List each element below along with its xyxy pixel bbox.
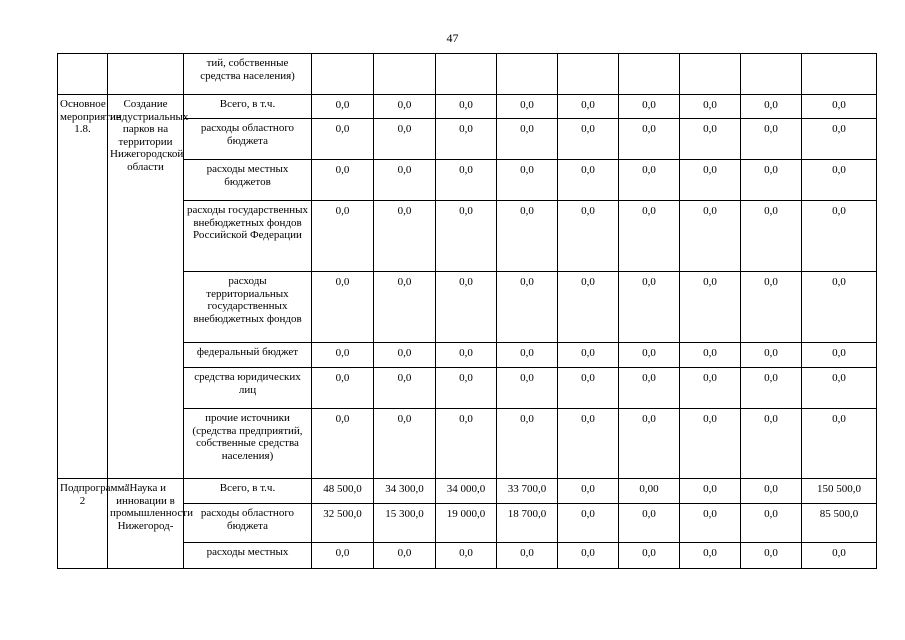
value-cell: 0,00 <box>619 479 680 504</box>
value-cell: 0,0 <box>619 201 680 272</box>
value-cell: 0,0 <box>374 343 436 368</box>
value-cell: 0,0 <box>436 201 497 272</box>
value-cell: 0,0 <box>680 543 741 569</box>
value-cell: 0,0 <box>680 504 741 543</box>
financing-table <box>57 53 877 569</box>
value-cell: 0,0 <box>374 95 436 119</box>
value-cell: 0,0 <box>374 368 436 409</box>
value-cell: 0,0 <box>802 201 877 272</box>
value-cell: 0,0 <box>619 119 680 160</box>
value-cell: 0,0 <box>558 201 619 272</box>
value-cell: 0,0 <box>558 479 619 504</box>
event-name-cell: "Наука и инновации в промышленности Нижегород- <box>108 479 184 569</box>
value-cell: 0,0 <box>558 160 619 201</box>
value-cell <box>741 54 802 95</box>
value-cell: 0,0 <box>741 543 802 569</box>
value-cell: 0,0 <box>558 504 619 543</box>
value-cell: 34 300,0 <box>374 479 436 504</box>
source-label-cell: средства юридических лиц <box>184 368 312 409</box>
value-cell <box>680 54 741 95</box>
value-cell: 18 700,0 <box>497 504 558 543</box>
value-cell: 0,0 <box>436 368 497 409</box>
table-row <box>58 54 877 95</box>
value-cell: 0,0 <box>312 343 374 368</box>
value-cell: 0,0 <box>558 272 619 343</box>
value-cell: 0,0 <box>680 409 741 479</box>
table-row <box>58 479 877 504</box>
value-cell: 0,0 <box>619 272 680 343</box>
value-cell: 0,0 <box>680 343 741 368</box>
value-cell: 0,0 <box>436 119 497 160</box>
value-cell: 0,0 <box>802 272 877 343</box>
value-cell: 0,0 <box>497 160 558 201</box>
value-cell: 0,0 <box>741 368 802 409</box>
value-cell: 0,0 <box>436 343 497 368</box>
source-label-cell: тий, собственные средства населения) <box>184 54 312 95</box>
value-cell: 0,0 <box>374 543 436 569</box>
value-cell: 0,0 <box>497 343 558 368</box>
value-cell: 32 500,0 <box>312 504 374 543</box>
event-code-cell <box>58 54 108 95</box>
value-cell: 0,0 <box>558 343 619 368</box>
page-number: 47 <box>446 31 459 45</box>
value-cell: 0,0 <box>558 409 619 479</box>
value-cell <box>802 54 877 95</box>
value-cell: 0,0 <box>741 479 802 504</box>
value-cell: 0,0 <box>374 160 436 201</box>
value-cell: 0,0 <box>436 409 497 479</box>
value-cell: 0,0 <box>680 201 741 272</box>
source-label-cell: федеральный бюджет <box>184 343 312 368</box>
value-cell: 0,0 <box>558 119 619 160</box>
value-cell: 0,0 <box>312 95 374 119</box>
source-label-cell: расходы местных бюджетов <box>184 160 312 201</box>
value-cell: 0,0 <box>497 368 558 409</box>
value-cell: 0,0 <box>436 95 497 119</box>
value-cell: 0,0 <box>619 543 680 569</box>
value-cell <box>312 54 374 95</box>
value-cell: 0,0 <box>619 95 680 119</box>
value-cell: 0,0 <box>741 343 802 368</box>
value-cell: 150 500,0 <box>802 479 877 504</box>
value-cell: 0,0 <box>680 119 741 160</box>
event-name-cell: Создание индустриальных парков на территории Нижегородской области <box>108 95 184 479</box>
value-cell: 0,0 <box>374 119 436 160</box>
value-cell: 0,0 <box>497 543 558 569</box>
value-cell: 0,0 <box>680 95 741 119</box>
value-cell: 19 000,0 <box>436 504 497 543</box>
value-cell: 0,0 <box>374 409 436 479</box>
value-cell: 0,0 <box>312 119 374 160</box>
value-cell: 0,0 <box>497 201 558 272</box>
value-cell <box>558 54 619 95</box>
value-cell: 0,0 <box>374 201 436 272</box>
value-cell: 0,0 <box>680 272 741 343</box>
source-label-cell: расходы областного бюджета <box>184 504 312 543</box>
value-cell: 0,0 <box>741 201 802 272</box>
value-cell: 0,0 <box>741 272 802 343</box>
source-label-cell: расходы территориальных государственных внебюджетных фондов <box>184 272 312 343</box>
value-cell: 0,0 <box>619 343 680 368</box>
event-code-cell: Основное мероприятие 1.8. <box>58 95 108 479</box>
value-cell: 0,0 <box>802 160 877 201</box>
value-cell: 0,0 <box>802 343 877 368</box>
value-cell: 0,0 <box>680 160 741 201</box>
table-row <box>58 95 877 119</box>
value-cell: 0,0 <box>558 368 619 409</box>
source-label-cell: расходы областного бюджета <box>184 119 312 160</box>
value-cell: 0,0 <box>374 272 436 343</box>
source-label-cell: расходы государственных внебюджетных фондов Российской Федерации <box>184 201 312 272</box>
value-cell: 0,0 <box>741 95 802 119</box>
value-cell: 0,0 <box>802 409 877 479</box>
value-cell: 0,0 <box>680 368 741 409</box>
value-cell: 0,0 <box>619 504 680 543</box>
value-cell: 0,0 <box>497 95 558 119</box>
source-label-cell: расходы местных <box>184 543 312 569</box>
value-cell: 0,0 <box>802 543 877 569</box>
value-cell: 0,0 <box>741 160 802 201</box>
value-cell: 34 000,0 <box>436 479 497 504</box>
value-cell: 0,0 <box>741 119 802 160</box>
value-cell: 0,0 <box>312 368 374 409</box>
value-cell: 0,0 <box>312 409 374 479</box>
value-cell: 0,0 <box>802 368 877 409</box>
value-cell: 0,0 <box>802 95 877 119</box>
value-cell <box>497 54 558 95</box>
value-cell: 0,0 <box>802 119 877 160</box>
value-cell <box>436 54 497 95</box>
source-label-cell: прочие источники (средства предприятий, собственные средства населения) <box>184 409 312 479</box>
value-cell: 0,0 <box>312 201 374 272</box>
value-cell: 0,0 <box>312 543 374 569</box>
value-cell: 15 300,0 <box>374 504 436 543</box>
value-cell: 0,0 <box>619 160 680 201</box>
value-cell: 0,0 <box>497 119 558 160</box>
event-code-cell: Подпрограмма 2 <box>58 479 108 569</box>
value-cell: 0,0 <box>619 368 680 409</box>
event-name-cell <box>108 54 184 95</box>
value-cell: 0,0 <box>436 543 497 569</box>
value-cell <box>374 54 436 95</box>
value-cell: 0,0 <box>619 409 680 479</box>
value-cell: 0,0 <box>497 409 558 479</box>
value-cell: 85 500,0 <box>802 504 877 543</box>
value-cell: 0,0 <box>558 543 619 569</box>
value-cell: 0,0 <box>741 409 802 479</box>
source-label-cell: Всего, в т.ч. <box>184 95 312 119</box>
value-cell: 0,0 <box>680 479 741 504</box>
value-cell: 0,0 <box>741 504 802 543</box>
value-cell: 0,0 <box>436 272 497 343</box>
value-cell: 0,0 <box>312 160 374 201</box>
value-cell <box>619 54 680 95</box>
value-cell: 0,0 <box>436 160 497 201</box>
value-cell: 0,0 <box>312 272 374 343</box>
value-cell: 48 500,0 <box>312 479 374 504</box>
value-cell: 0,0 <box>558 95 619 119</box>
value-cell: 0,0 <box>497 272 558 343</box>
source-label-cell: Всего, в т.ч. <box>184 479 312 504</box>
value-cell: 33 700,0 <box>497 479 558 504</box>
